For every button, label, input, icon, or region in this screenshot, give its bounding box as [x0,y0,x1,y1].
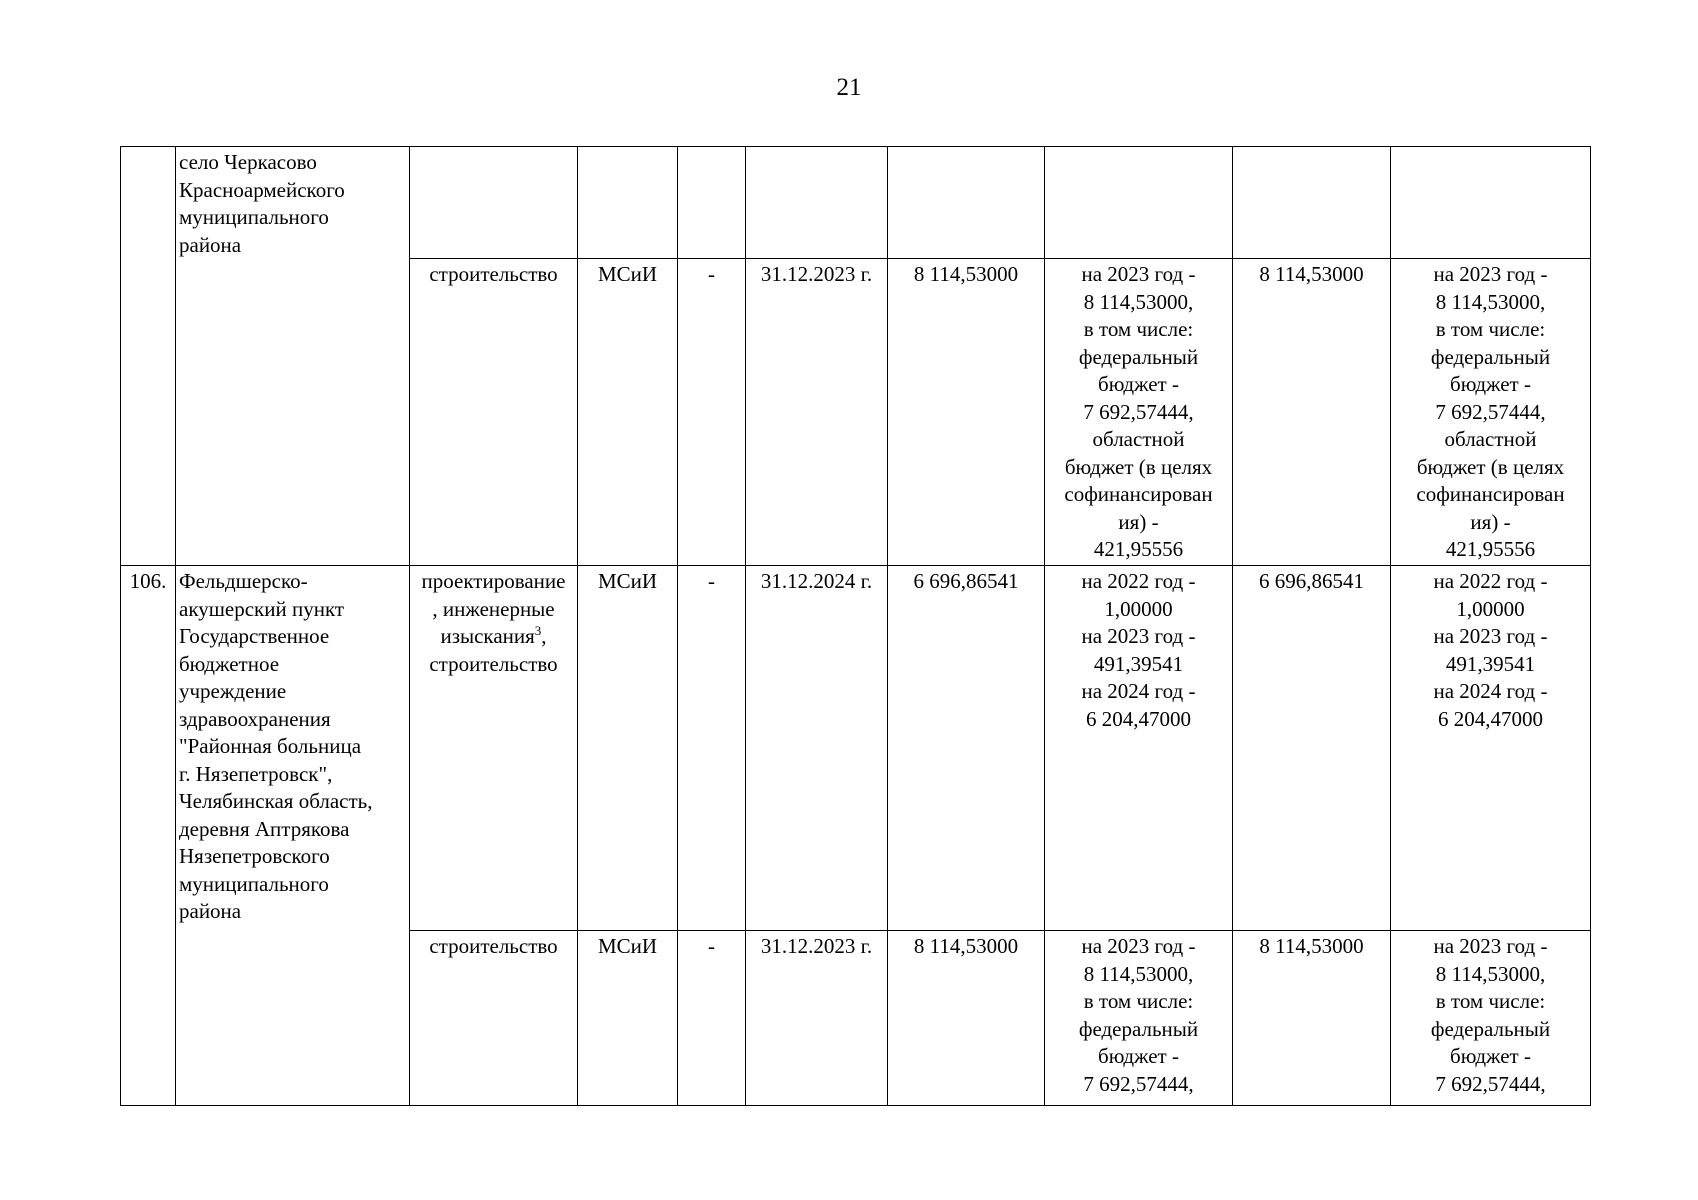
customer: МСиИ [578,931,678,1106]
deadline: 31.12.2023 г. [746,931,888,1106]
customer [578,147,678,259]
table-row [121,566,1591,931]
financing-2: на 2023 год - 8 114,53000, в том числе: федеральный бюджет - 7 692,57444, областной бюджет (в целях софинансирован ия) - 421,95556 [1391,259,1591,566]
capacity: - [678,259,746,566]
row-number [121,147,176,566]
footnote-mark: 3 [534,623,542,638]
object-name: Фельдшерско- акушерский пункт Государственное бюджетное учреждение здравоохранения "Районная больница г. Нязепетровск", Челябинская область, деревня Аптрякова Нязепетровского муниципального района [176,566,410,1106]
financing: на 2022 год - 1,00000 на 2023 год - 491,39541 на 2024 год - 6 204,47000 [1045,566,1233,931]
capacity: - [678,931,746,1106]
estimated-cost [888,147,1045,259]
financing: на 2023 год - 8 114,53000, в том числе: федеральный бюджет - 7 692,57444, [1045,931,1233,1106]
deadline [746,147,888,259]
work-type: проектирование , инженерные изыскания$^3$, строительство [410,566,578,931]
customer: МСиИ [578,566,678,931]
estimated-cost-2: 6 696,86541 [1233,566,1391,931]
estimated-cost-2: 8 114,53000 [1233,931,1391,1106]
estimated-cost-2 [1233,147,1391,259]
table-row [121,147,1591,259]
deadline: 31.12.2024 г. [746,566,888,931]
customer: МСиИ [578,259,678,566]
estimated-cost-2: 8 114,53000 [1233,259,1391,566]
work-type: строительство [410,259,578,566]
page-number: 21 [836,74,862,101]
estimated-cost: 8 114,53000 [888,259,1045,566]
work-type [410,147,578,259]
row-number: 106. [121,566,176,1106]
estimated-cost: 8 114,53000 [888,931,1045,1106]
financing-2 [1391,147,1591,259]
financing [1045,147,1233,259]
deadline: 31.12.2023 г. [746,259,888,566]
work-type: строительство [410,931,578,1106]
financing: на 2023 год - 8 114,53000, в том числе: федеральный бюджет - 7 692,57444, областной бюджет (в целях софинансирован ия) - 421,95556 [1045,259,1233,566]
projects-table [120,146,1591,1106]
estimated-cost: 6 696,86541 [888,566,1045,931]
object-name: село Черкасово Красноармейского муниципального района [176,147,410,566]
capacity: - [678,566,746,931]
capacity [678,147,746,259]
financing-2: на 2022 год - 1,00000 на 2023 год - 491,39541 на 2024 год - 6 204,47000 [1391,566,1591,931]
financing-2: на 2023 год - 8 114,53000, в том числе: федеральный бюджет - 7 692,57444, [1391,931,1591,1106]
